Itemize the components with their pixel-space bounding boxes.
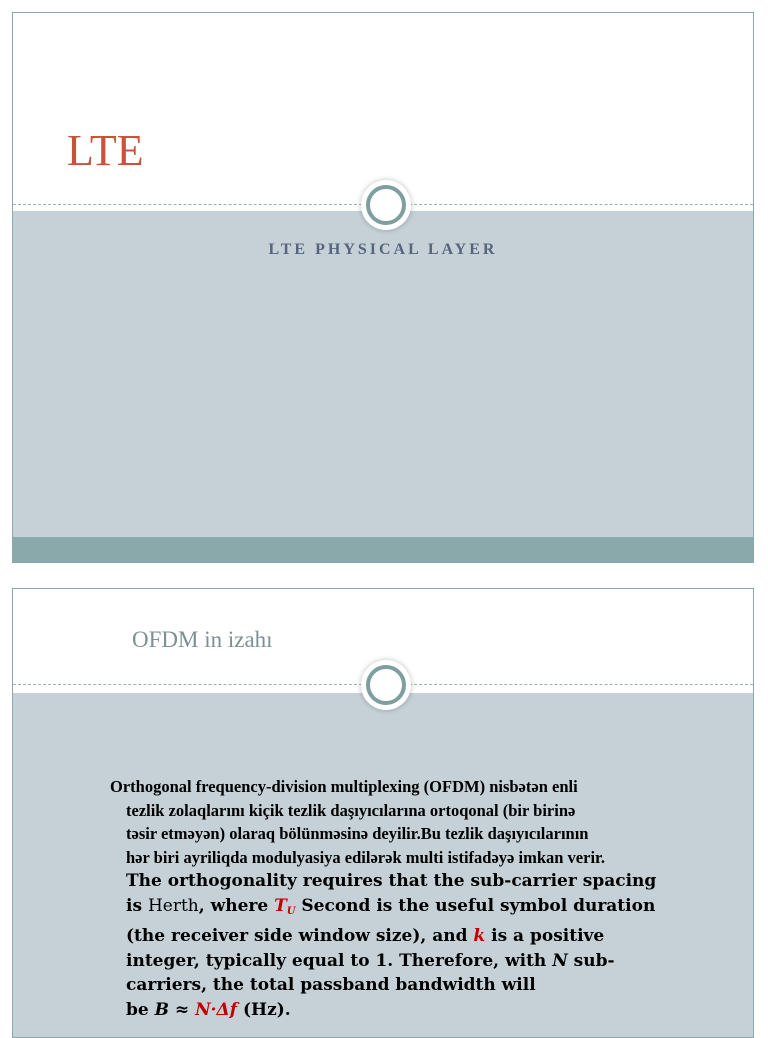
ofdm-definition: Orthogonal frequency-division multiplexing (OFDM) nisbətən enli tezlik zolaqlarını kiçik tezlik daşıyıcılarına ortoqonal (bir birinə təsir etməyən) olaraq bölünməsinə deyilir.Bu tezlik daşıyıcılarının hər biri ayriliqda modulyasiya edilərək multi istifadəyə imkan verir.	[110, 777, 605, 867]
slide-2	[12, 588, 754, 1038]
tu-symbol: $T_U$	[274, 895, 296, 917]
footer-bar	[13, 537, 753, 563]
slide-subtitle: LTE PHYSICAL LAYER	[268, 241, 498, 258]
slide-heading: OFDM in izahı	[132, 627, 273, 652]
ring-ornament	[366, 665, 406, 705]
orthogonality-explanation: The orthogonality requires that the sub-carrier spacing is Herth, where $T_U$ Second is the useful symbol duration (the receiver side window size), and k is a positive integer, typically equal to 1. Therefore, with N sub- carriers, the total passband bandwidth will be B ≈ N·Δf (Hz).	[126, 871, 657, 1020]
k-symbol: k	[473, 926, 486, 946]
slide-title: LTE	[67, 126, 144, 175]
ring-ornament	[366, 185, 406, 225]
n-symbol: N	[552, 950, 568, 971]
subtitle-band	[13, 211, 753, 537]
body-text	[110, 775, 750, 1022]
herth-term: Herth	[147, 895, 199, 916]
b-symbol: B	[154, 999, 169, 1020]
slide-1	[12, 12, 754, 563]
bandwidth-formula: N·Δf	[195, 999, 238, 1020]
